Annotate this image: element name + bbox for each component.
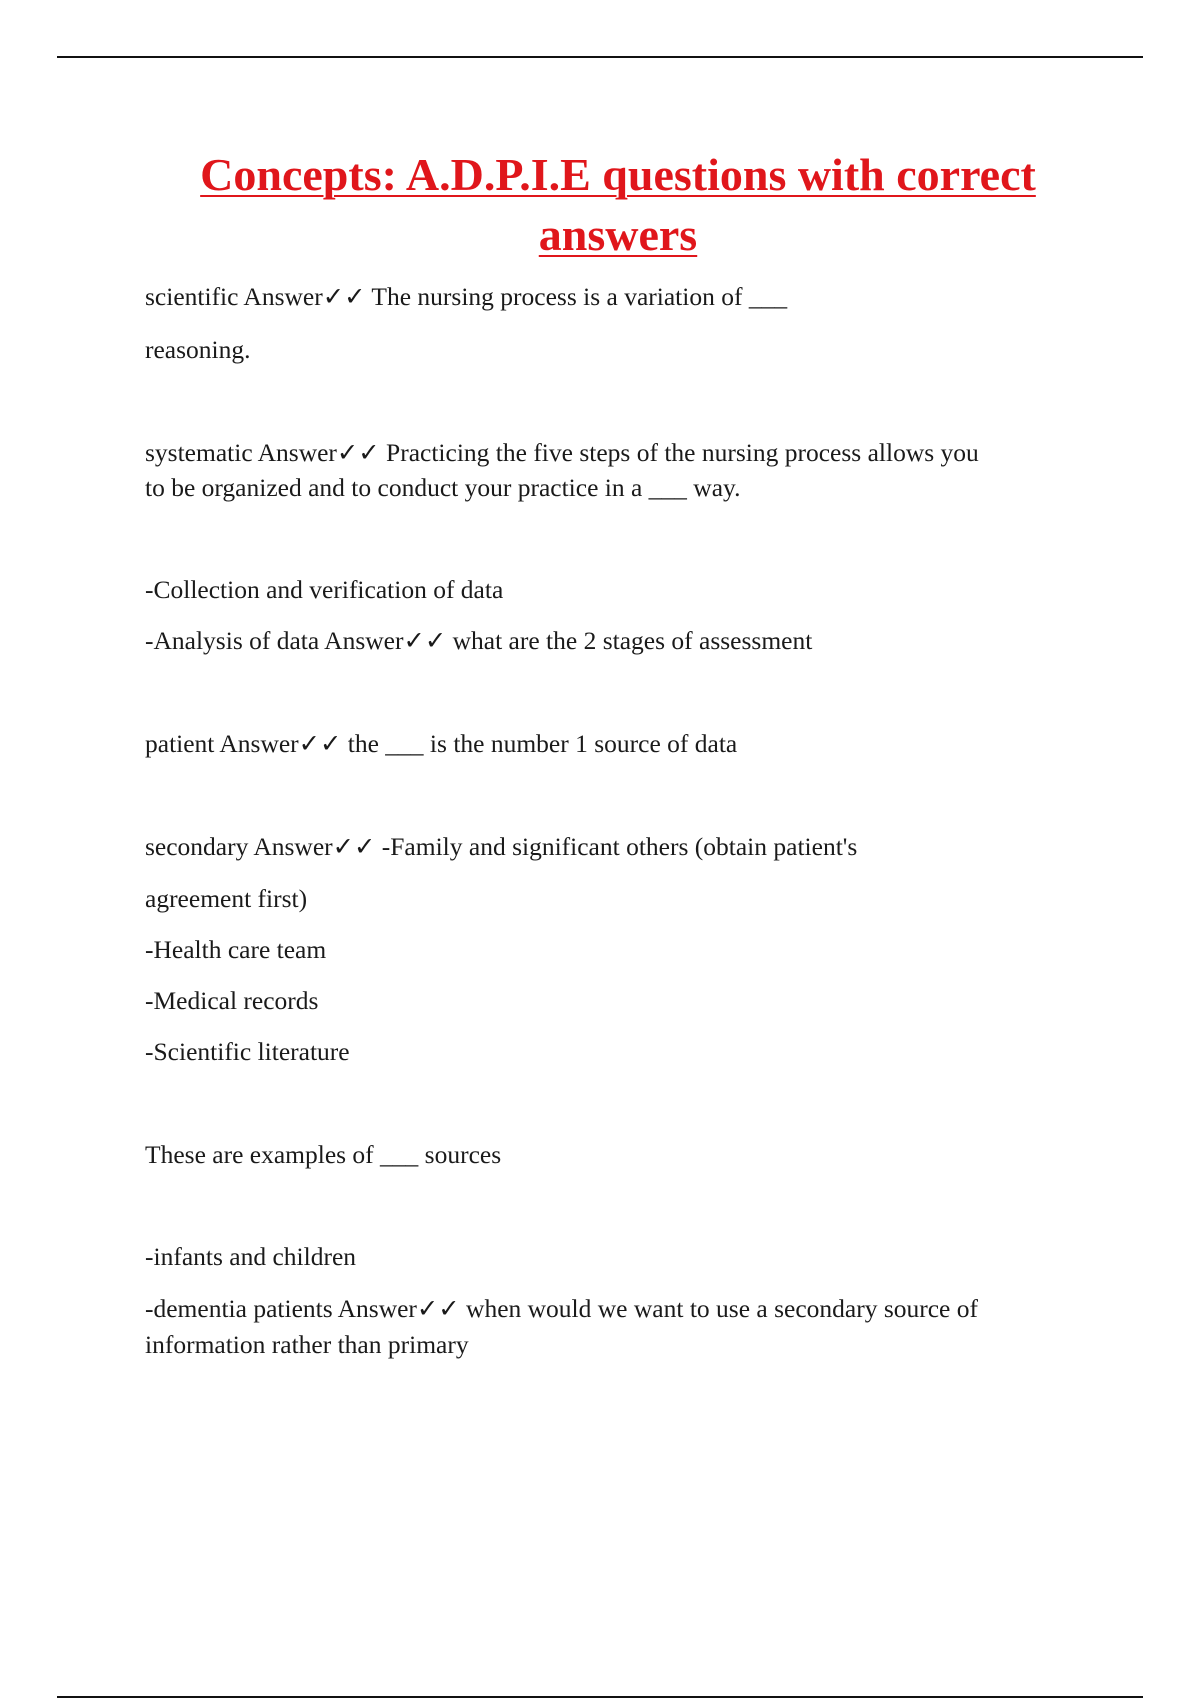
top-divider xyxy=(57,56,1143,58)
document-title xyxy=(100,145,1136,265)
body-line: -dementia patients Answer✓✓ when would we want to use a secondary source of xyxy=(145,1294,978,1323)
body-line: -Analysis of data Answer✓✓ what are the 2 stages of assessment xyxy=(145,626,813,655)
body-line: systematic Answer✓✓ Practicing the five steps of the nursing process allows you xyxy=(145,438,979,467)
body-line: -Scientific literature xyxy=(145,1037,350,1066)
body-line: secondary Answer✓✓ -Family and significant others (obtain patient's xyxy=(145,832,858,861)
body-line: reasoning. xyxy=(145,335,251,364)
body-line: to be organized and to conduct your practice in a ___ way. xyxy=(145,473,741,502)
title-line-1: Concepts: A.D.P.I.E questions with correct xyxy=(200,149,1036,200)
body-line: information rather than primary xyxy=(145,1330,469,1359)
body-line: -Medical records xyxy=(145,986,319,1015)
body-line: agreement first) xyxy=(145,884,308,913)
title-line-2: answers xyxy=(538,209,698,260)
body-line: patient Answer✓✓ the ___ is the number 1 source of data xyxy=(145,729,738,758)
body-line: -Health care team xyxy=(145,935,327,964)
bottom-divider xyxy=(57,1696,1143,1698)
body-line: -infants and children xyxy=(145,1242,357,1271)
body-line: These are examples of ___ sources xyxy=(145,1140,502,1169)
body-line: scientific Answer✓✓ The nursing process is a variation of ___ xyxy=(145,282,788,311)
body-line: -Collection and verification of data xyxy=(145,575,504,604)
